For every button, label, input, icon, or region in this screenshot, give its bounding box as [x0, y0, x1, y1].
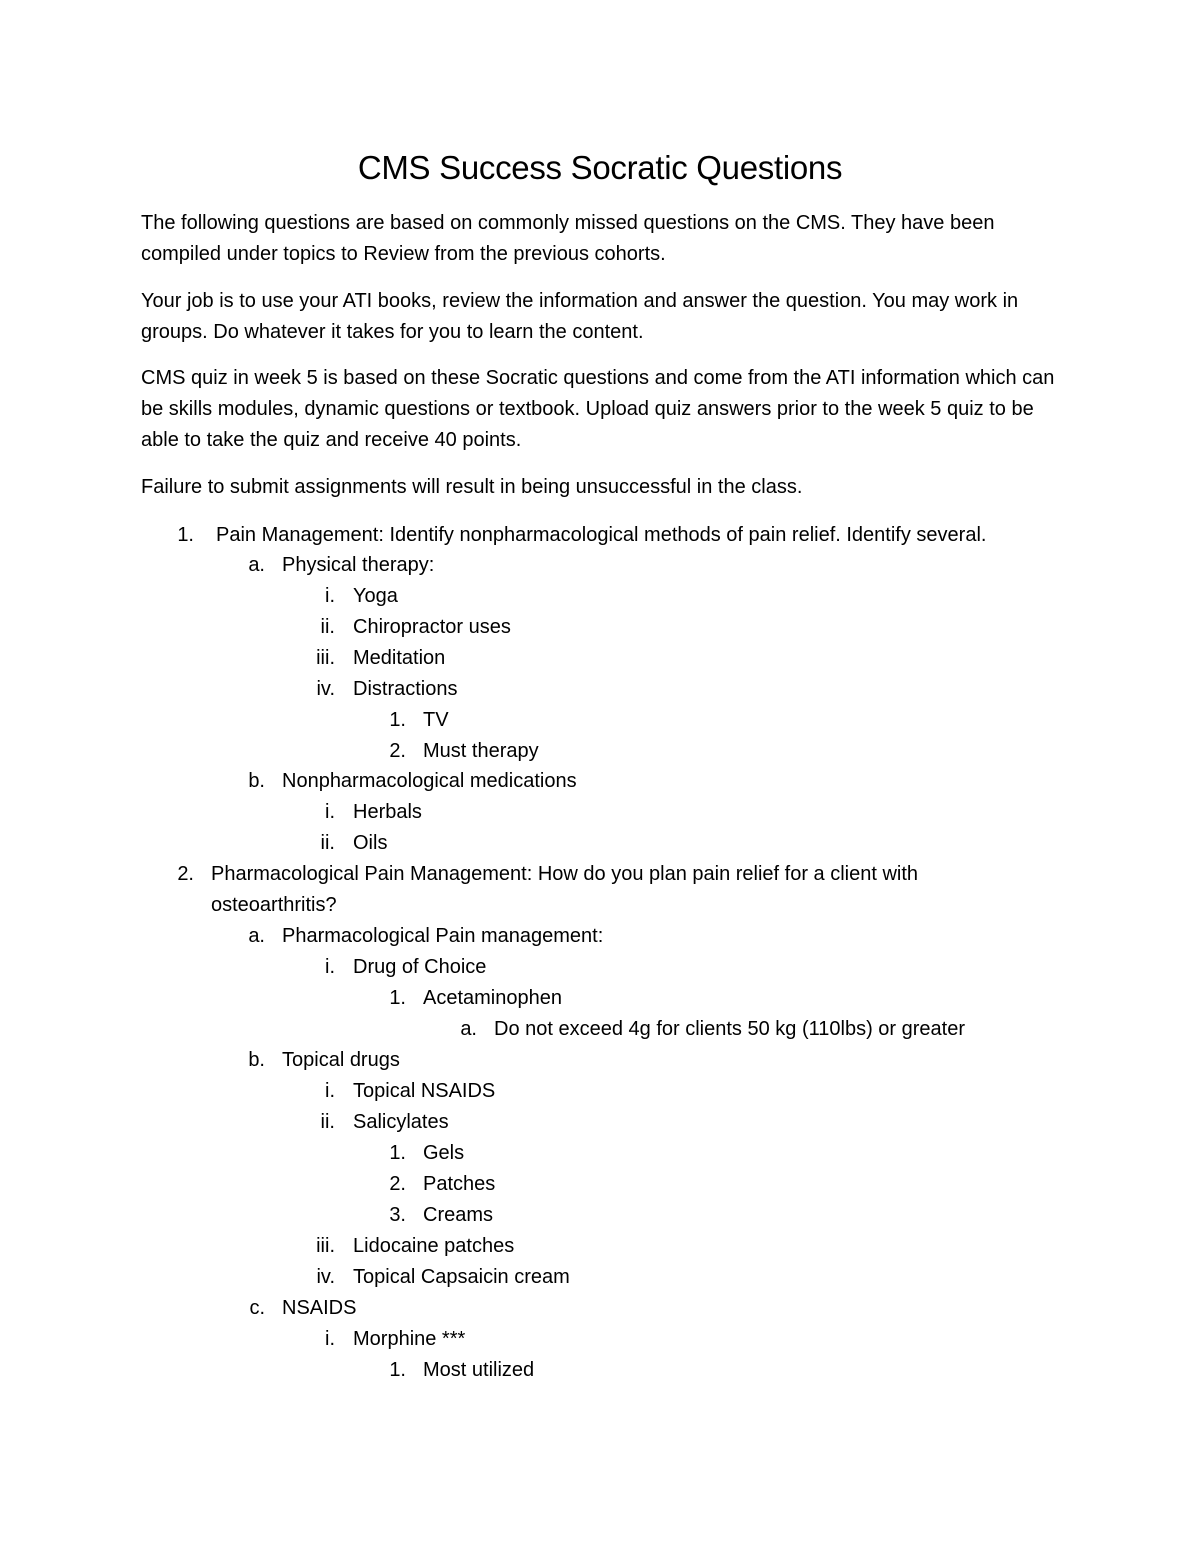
list-marker: ii. — [320, 616, 335, 638]
list-marker: a. — [248, 925, 265, 947]
quiz-paragraph: CMS quiz in week 5 is based on these Socratic questions and come from the ATI information which can be skills modules, dynamic questions or textbook. Upload quiz answers prior to the week 5 quiz to be able to take the quiz and receive 40 points. — [141, 367, 1055, 451]
list-marker: 1. — [389, 987, 406, 1009]
list-item-text: Acetaminophen — [423, 987, 562, 1009]
list-item-text: Nonpharmacological medications — [282, 770, 577, 792]
list-item-text: Patches — [423, 1173, 496, 1195]
list-item-text: Meditation — [353, 647, 446, 669]
list-item-text: Oils — [353, 832, 388, 854]
list-item-text: Salicylates — [353, 1111, 449, 1133]
list-marker: 1. — [389, 709, 406, 731]
list-item-text: Creams — [423, 1204, 494, 1226]
list-marker: b. — [248, 1049, 265, 1071]
list-item-text: Distractions — [353, 678, 458, 700]
instructions-paragraph: Your job is to use your ATI books, review the information and answer the question. You may work in groups. Do whatever it takes for you to learn the content. — [141, 290, 1019, 343]
list-marker: iii. — [316, 1235, 335, 1257]
list-marker: 1. — [177, 524, 194, 546]
list-marker: 1. — [389, 1359, 406, 1381]
list-item-text: Drug of Choice — [353, 956, 487, 978]
list-item-text: Pain Management: Identify nonpharmacological methods of pain relief. Identify several. — [216, 524, 987, 546]
list-marker: iv. — [316, 1266, 335, 1288]
list-item-text: Do not exceed 4g for clients 50 kg (110lbs) or greater — [494, 1018, 965, 1040]
list-marker: ii. — [320, 832, 335, 854]
list-marker: ii. — [320, 1111, 335, 1133]
list-item-text: Topical drugs — [282, 1049, 400, 1071]
list-marker: a. — [460, 1018, 477, 1040]
list-item-text: Gels — [423, 1142, 465, 1164]
list-marker: iii. — [316, 647, 335, 669]
list-marker: 1. — [389, 1142, 406, 1164]
list-item-text: Morphine *** — [353, 1328, 466, 1350]
list-item-text: Pharmacological Pain Management: How do you plan pain relief for a client with — [211, 863, 919, 885]
list-item-text: Most utilized — [423, 1359, 535, 1381]
list-item-text: osteoarthritis? — [211, 894, 337, 916]
list-marker: 2. — [389, 1173, 406, 1195]
list-item-text: Lidocaine patches — [353, 1235, 515, 1257]
list-marker: i. — [325, 1328, 335, 1350]
list-marker: a. — [248, 554, 265, 576]
list-item-text: Pharmacological Pain management: — [282, 925, 604, 947]
list-item-text: NSAIDS — [282, 1297, 357, 1319]
list-item-text: Chiropractor uses — [353, 616, 511, 638]
list-marker: i. — [325, 801, 335, 823]
list-marker: iv. — [316, 678, 335, 700]
page-title: CMS Success Socratic Questions — [357, 149, 843, 186]
list-item-text: Topical Capsaicin cream — [353, 1266, 570, 1288]
list-item-text: Yoga — [353, 585, 398, 607]
list-item-text: Physical therapy: — [282, 554, 435, 576]
list-item-text: Topical NSAIDS — [353, 1080, 496, 1102]
list-marker: i. — [325, 585, 335, 607]
intro-paragraph: The following questions are based on commonly missed questions on the CMS. They have been compiled under topics to Review from the previous cohorts. — [141, 212, 995, 265]
list-item-text: TV — [423, 709, 449, 731]
list-marker: i. — [325, 1080, 335, 1102]
list-marker: b. — [248, 770, 265, 792]
list-marker: i. — [325, 956, 335, 978]
list-marker: c. — [249, 1297, 265, 1319]
list-marker: 2. — [177, 863, 194, 885]
list-item-text: Must therapy — [423, 740, 539, 762]
warning-paragraph: Failure to submit assignments will result in being unsuccessful in the class. — [141, 476, 803, 498]
list-marker: 2. — [389, 740, 406, 762]
list-item-text: Herbals — [353, 801, 422, 823]
list-marker: 3. — [389, 1204, 406, 1226]
